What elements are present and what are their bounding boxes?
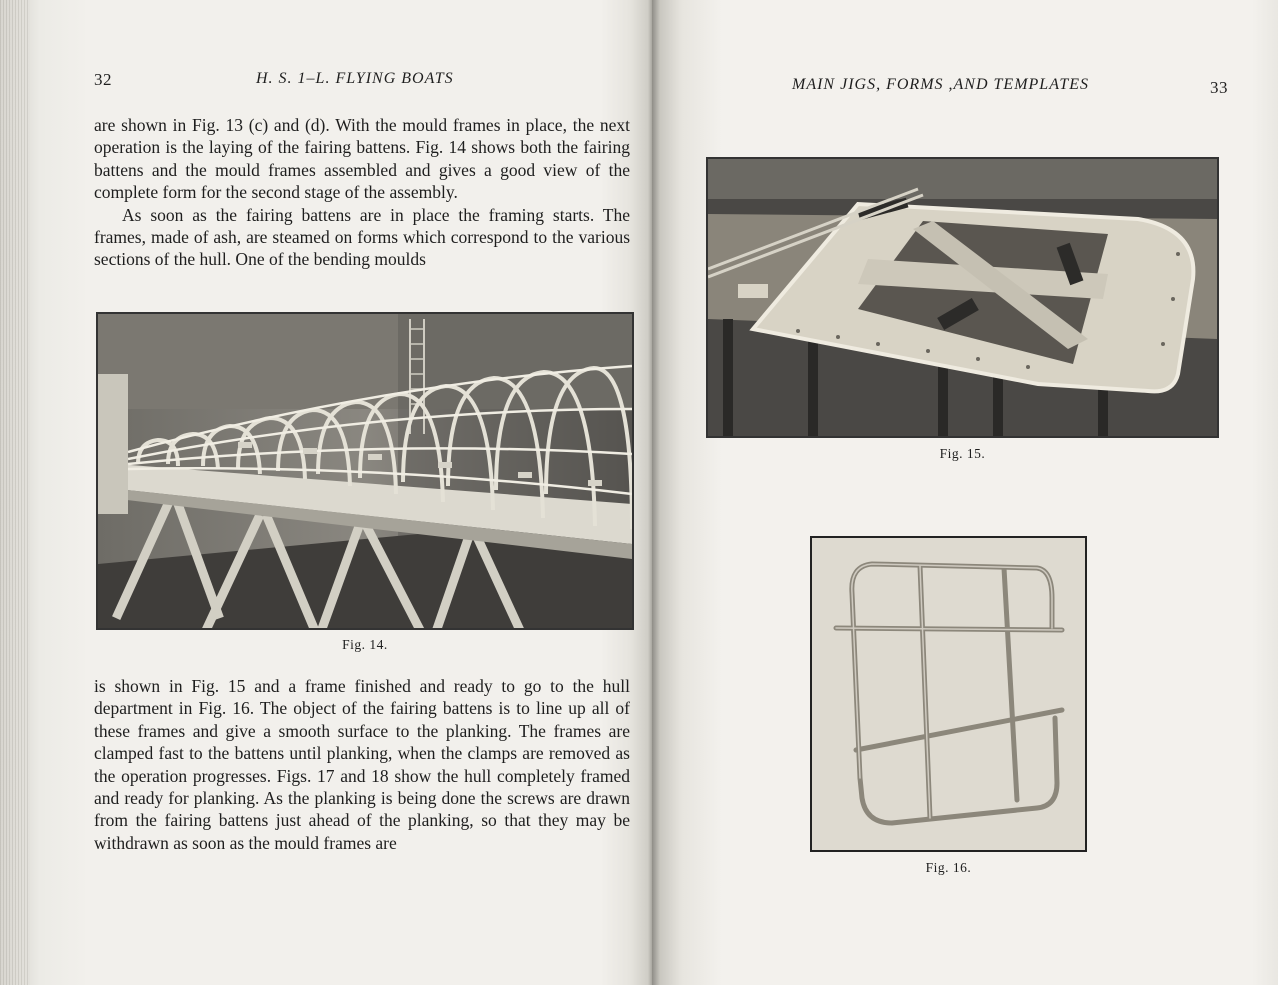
right-page: [652, 0, 1278, 985]
paragraph-1: are shown in Fig. 13 (c) and (d). With the mould frames in place, the next operation is the laying of the fairing battens. Fig. 14 shows both the fairing battens and the mould frames assembled and gives a good view of the complete form for the second stage of the assembly.: [94, 115, 630, 203]
figure-15-caption: Fig. 15.: [939, 446, 986, 461]
text-block-top: [94, 114, 630, 271]
figure-14-caption: Fig. 14.: [342, 637, 388, 652]
figure-16-photo: [810, 536, 1087, 852]
page-number-right: 33: [1210, 78, 1228, 97]
paragraph-3: is shown in Fig. 15 and a frame finished and ready to go to the hull department in Fig. 16. The object of the fairing battens is to line up all of these frames and give a smooth surface to the planking. The frames are clamped fast to the battens until planking, when the clamps are removed as the operation progresses. Figs. 17 and 18 show the hull completely framed and ready for planking. As the planking is being done the screws are drawn from the fairing battens just ahead of the planking, so that they may be withdrawn as soon as the mould frames are: [94, 676, 630, 853]
figure-14-photo: [96, 312, 634, 630]
finished-frame-illustration: [812, 538, 1085, 850]
page-edges: [0, 0, 30, 985]
paragraph-2: As soon as the fairing battens are in place the framing starts. The frames, made of ash, are steamed on forms which correspond to the various sections of the hull. One of the bending moulds: [94, 204, 630, 270]
hull-form-illustration: [98, 314, 632, 628]
bending-mould-illustration: [708, 159, 1217, 436]
running-title-left: H. S. 1–L. FLYING BOATS: [256, 70, 454, 87]
text-block-bottom: [94, 675, 630, 854]
page-number-left: 32: [94, 70, 112, 89]
figure-15-photo: [706, 157, 1219, 438]
figure-16-caption: Fig. 16.: [925, 860, 972, 875]
running-title-right: MAIN JIGS, FORMS ,AND TEMPLATES: [792, 76, 1090, 93]
